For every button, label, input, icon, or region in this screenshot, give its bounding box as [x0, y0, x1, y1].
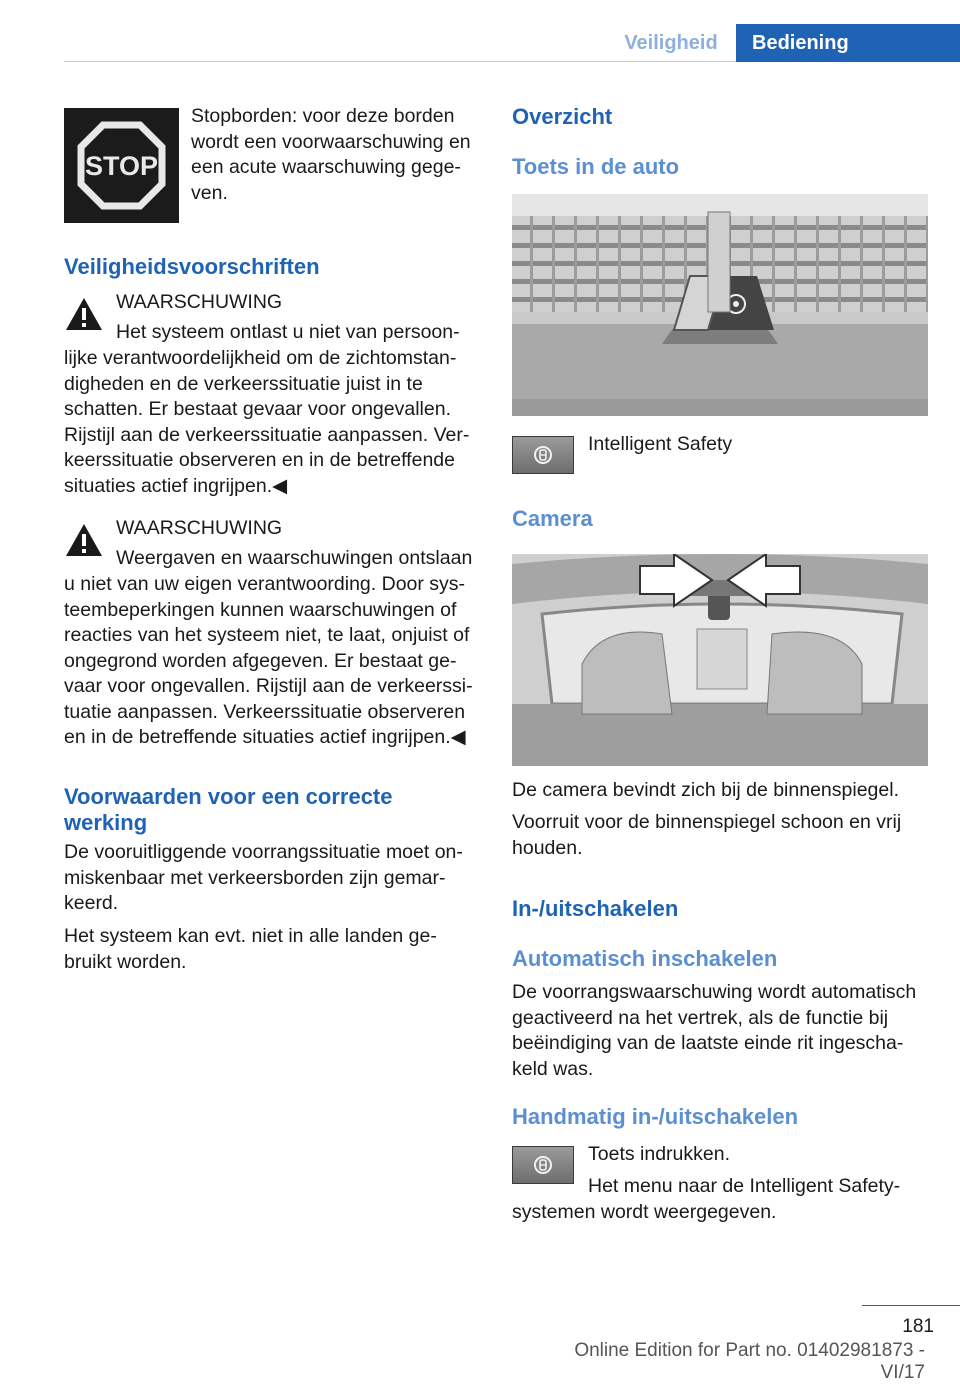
button-caption: Intelligent Safety [588, 433, 733, 455]
warning1-first-line: Het systeem ontlast u niet van persoon- [116, 321, 460, 343]
stop-sign-text: STOP [84, 151, 159, 181]
stop-sign-image [64, 108, 179, 223]
overview-heading: Overzicht [512, 104, 613, 129]
conditions-paragraph-2: Het systeem kan evt. niet in alle landen ge-bruikt worden. [64, 925, 437, 973]
camera-location-photo [512, 554, 928, 766]
intelligent-safety-icon [532, 1154, 554, 1176]
conditions-heading: Voorwaarden voor een correcte werking [64, 784, 393, 835]
header-tab-veiligheid[interactable]: Veiligheid [624, 32, 718, 54]
camera-heading: Camera [512, 506, 593, 531]
warning-triangle-icon [64, 522, 104, 563]
camera-paragraph-1: De camera bevindt zich bij de binnenspiegel. [512, 779, 899, 801]
stop-sign-description: Stopborden: voor deze borden wordt een voorwaarschuwing en een acute waarschuwing gege-ven. [191, 105, 471, 204]
auto-enable-heading: Automatisch inschakelen [512, 946, 778, 971]
page-number: 181 [902, 1316, 934, 1337]
warning2-text: u niet van uw eigen verantwoording. Door sys-teembeperkingen kunnen waarschuwingen of reacties van het systeem niet, te laat, onjuist of ongegrond worden afgegeven. Er bestaat ge-vaar voor ongevallen. Rijstijl aan de verkeerssi-tuatie aanpassen. Verkeerssituatie observeren en in de betreffende situaties actief ingrijpen.◀ [64, 573, 473, 748]
auto-enable-paragraph: De voorrangswaarschuwing wordt automatisch geactiveerd na het vertrek, als de functie bij beëindiging van de laatste einde rit ingescha-keld was. [512, 981, 917, 1080]
warning1-title: WAARSCHUWING [116, 291, 283, 313]
warning2-title: WAARSCHUWING [116, 517, 283, 539]
footer-rule [862, 1305, 960, 1306]
manual-step-1: Toets indrukken. [588, 1143, 730, 1165]
intelligent-safety-button-thumbnail [512, 436, 574, 474]
camera-paragraph-2: Voorruit voor de binnenspiegel schoon en vrij houden. [512, 811, 902, 859]
safety-heading: Veiligheidsvoorschriften [64, 254, 320, 279]
onoff-heading: In-/uitschakelen [512, 896, 679, 921]
manual-step-2-line1: Het menu naar de Intelligent Safety- [588, 1175, 901, 1197]
dashboard-button-photo [512, 194, 928, 416]
button-in-car-heading: Toets in de auto [512, 154, 680, 179]
warning-triangle-icon [64, 296, 104, 337]
warning2-first-line: Weergaven en waarschuwingen ontslaan [116, 547, 473, 569]
warning1-text: lijke verantwoordelijkheid om de zichtomstan-digheden en de verkeerssituatie juist in te schatten. Er bestaat gevaar voor ongevallen. Rijstijl aan de verkeerssituatie aanpassen. Ver-keerssituatie observeren en in de betreffende situaties actief ingrijpen.◀ [64, 347, 470, 497]
stop-sign-icon [64, 108, 179, 223]
intelligent-safety-button-thumbnail [512, 1146, 574, 1184]
conditions-paragraph-1: De vooruitliggende voorrangssituatie moet on-miskenbaar met verkeersborden zijn gemar-keerd. [64, 841, 463, 914]
header-tab-bediening[interactable]: Bediening [736, 24, 960, 62]
edition-note: Online Edition for Part no. 01402981873 - VI/17 [574, 1340, 925, 1383]
manual-step-2-line2: systemen wordt weergegeven. [512, 1201, 777, 1223]
manual-heading: Handmatig in-/uitschakelen [512, 1104, 799, 1129]
intelligent-safety-icon [532, 444, 554, 466]
